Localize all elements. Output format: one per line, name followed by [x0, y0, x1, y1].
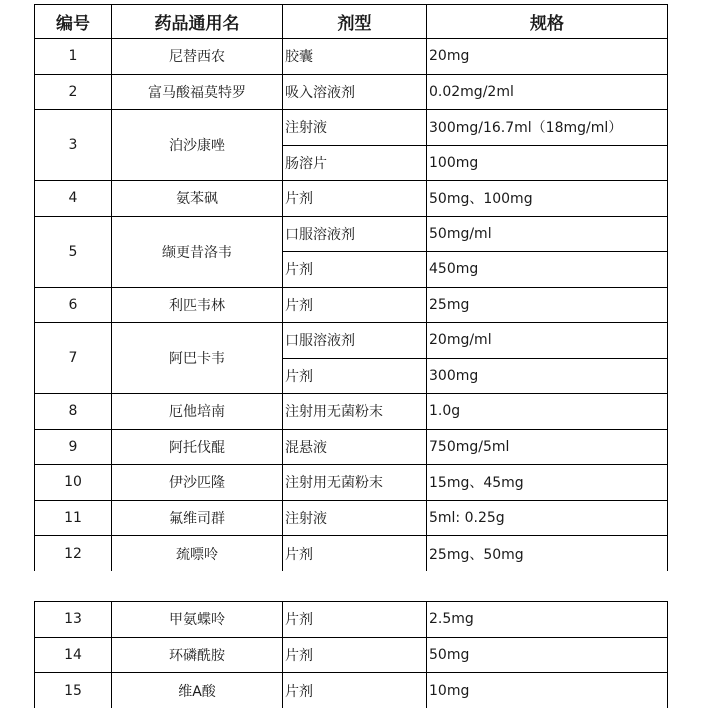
- table-row: [35, 74, 668, 110]
- drug-number: 15: [35, 673, 112, 709]
- drug-number: 1: [35, 39, 112, 75]
- drug-name: 巯嘌呤: [112, 536, 283, 572]
- drug-name: 尼替西农: [112, 39, 283, 75]
- drug-number: 3: [35, 110, 112, 181]
- dosage-form: 吸入溶液剂: [283, 74, 427, 110]
- drug-name: 阿巴卡韦: [112, 323, 283, 394]
- specification: 0.02mg/2ml: [427, 74, 668, 110]
- dosage-form: 片剂: [283, 602, 427, 638]
- drug-name: 环磷酰胺: [112, 637, 283, 673]
- specification: 1.0g: [427, 394, 668, 430]
- dosage-form: 注射用无菌粉末: [283, 394, 427, 430]
- specification: 100mg: [427, 145, 668, 181]
- table-row: [35, 181, 668, 217]
- header-drug-name: 药品通用名: [112, 5, 283, 39]
- dosage-form: 片剂: [283, 637, 427, 673]
- drug-name: 富马酸福莫特罗: [112, 74, 283, 110]
- specification: 300mg/16.7ml（18mg/ml）: [427, 110, 668, 146]
- drug-name: 利匹韦林: [112, 287, 283, 323]
- drug-table: [34, 4, 668, 571]
- drug-name: 氟维司群: [112, 500, 283, 536]
- dosage-form: 口服溶液剂: [283, 323, 427, 359]
- dosage-form: 片剂: [283, 181, 427, 217]
- drug-name: 阿托伐醌: [112, 429, 283, 465]
- header-number: 编号: [35, 5, 112, 39]
- dosage-form: 片剂: [283, 358, 427, 394]
- specification: 15mg、45mg: [427, 465, 668, 501]
- drug-number: 11: [35, 500, 112, 536]
- dosage-form: 胶囊: [283, 39, 427, 75]
- drug-number: 7: [35, 323, 112, 394]
- table-row: [35, 216, 668, 252]
- table-row: [35, 536, 668, 572]
- drug-name: 维A酸: [112, 673, 283, 709]
- specification: 300mg: [427, 358, 668, 394]
- specification: 50mg、100mg: [427, 181, 668, 217]
- dosage-form: 片剂: [283, 252, 427, 288]
- dosage-form: 肠溶片: [283, 145, 427, 181]
- specification: 750mg/5ml: [427, 429, 668, 465]
- table-row: [35, 39, 668, 75]
- drug-number: 2: [35, 74, 112, 110]
- specification: 20mg/ml: [427, 323, 668, 359]
- drug-number: 8: [35, 394, 112, 430]
- header-specification: 规格: [427, 5, 668, 39]
- specification: 10mg: [427, 673, 668, 709]
- table-row: [35, 673, 668, 709]
- drug-number: 5: [35, 216, 112, 287]
- header-dosage-form: 剂型: [283, 5, 427, 39]
- specification: 20mg: [427, 39, 668, 75]
- table-row: [35, 500, 668, 536]
- drug-name: 甲氨蝶呤: [112, 602, 283, 638]
- drug-name: 伊沙匹隆: [112, 465, 283, 501]
- dosage-form: 注射液: [283, 110, 427, 146]
- dosage-form: 片剂: [283, 536, 427, 572]
- table-row: [35, 429, 668, 465]
- drug-number: 4: [35, 181, 112, 217]
- dosage-form: 注射用无菌粉末: [283, 465, 427, 501]
- dosage-form: 注射液: [283, 500, 427, 536]
- dosage-form: 口服溶液剂: [283, 216, 427, 252]
- table-row: [35, 110, 668, 146]
- dosage-form: 片剂: [283, 287, 427, 323]
- drug-number: 6: [35, 287, 112, 323]
- dosage-form: 混悬液: [283, 429, 427, 465]
- specification: 50mg/ml: [427, 216, 668, 252]
- dosage-form: 片剂: [283, 673, 427, 709]
- specification: 5ml: 0.25g: [427, 500, 668, 536]
- specification: 25mg: [427, 287, 668, 323]
- drug-name: 泊沙康唑: [112, 110, 283, 181]
- drug-number: 13: [35, 602, 112, 638]
- header-row: [35, 5, 668, 39]
- drug-number: 12: [35, 536, 112, 572]
- specification: 50mg: [427, 637, 668, 673]
- table-row: [35, 602, 668, 638]
- table-row: [35, 637, 668, 673]
- drug-number: 9: [35, 429, 112, 465]
- drug-name: 厄他培南: [112, 394, 283, 430]
- table-row: [35, 465, 668, 501]
- drug-number: 10: [35, 465, 112, 501]
- drug-name: 缬更昔洛韦: [112, 216, 283, 287]
- specification: 25mg、50mg: [427, 536, 668, 572]
- table-row: [35, 394, 668, 430]
- drug-table-continued: [34, 601, 668, 708]
- specification: 450mg: [427, 252, 668, 288]
- table-row: [35, 323, 668, 359]
- table-row: [35, 287, 668, 323]
- drug-name: 氨苯砜: [112, 181, 283, 217]
- specification: 2.5mg: [427, 602, 668, 638]
- drug-number: 14: [35, 637, 112, 673]
